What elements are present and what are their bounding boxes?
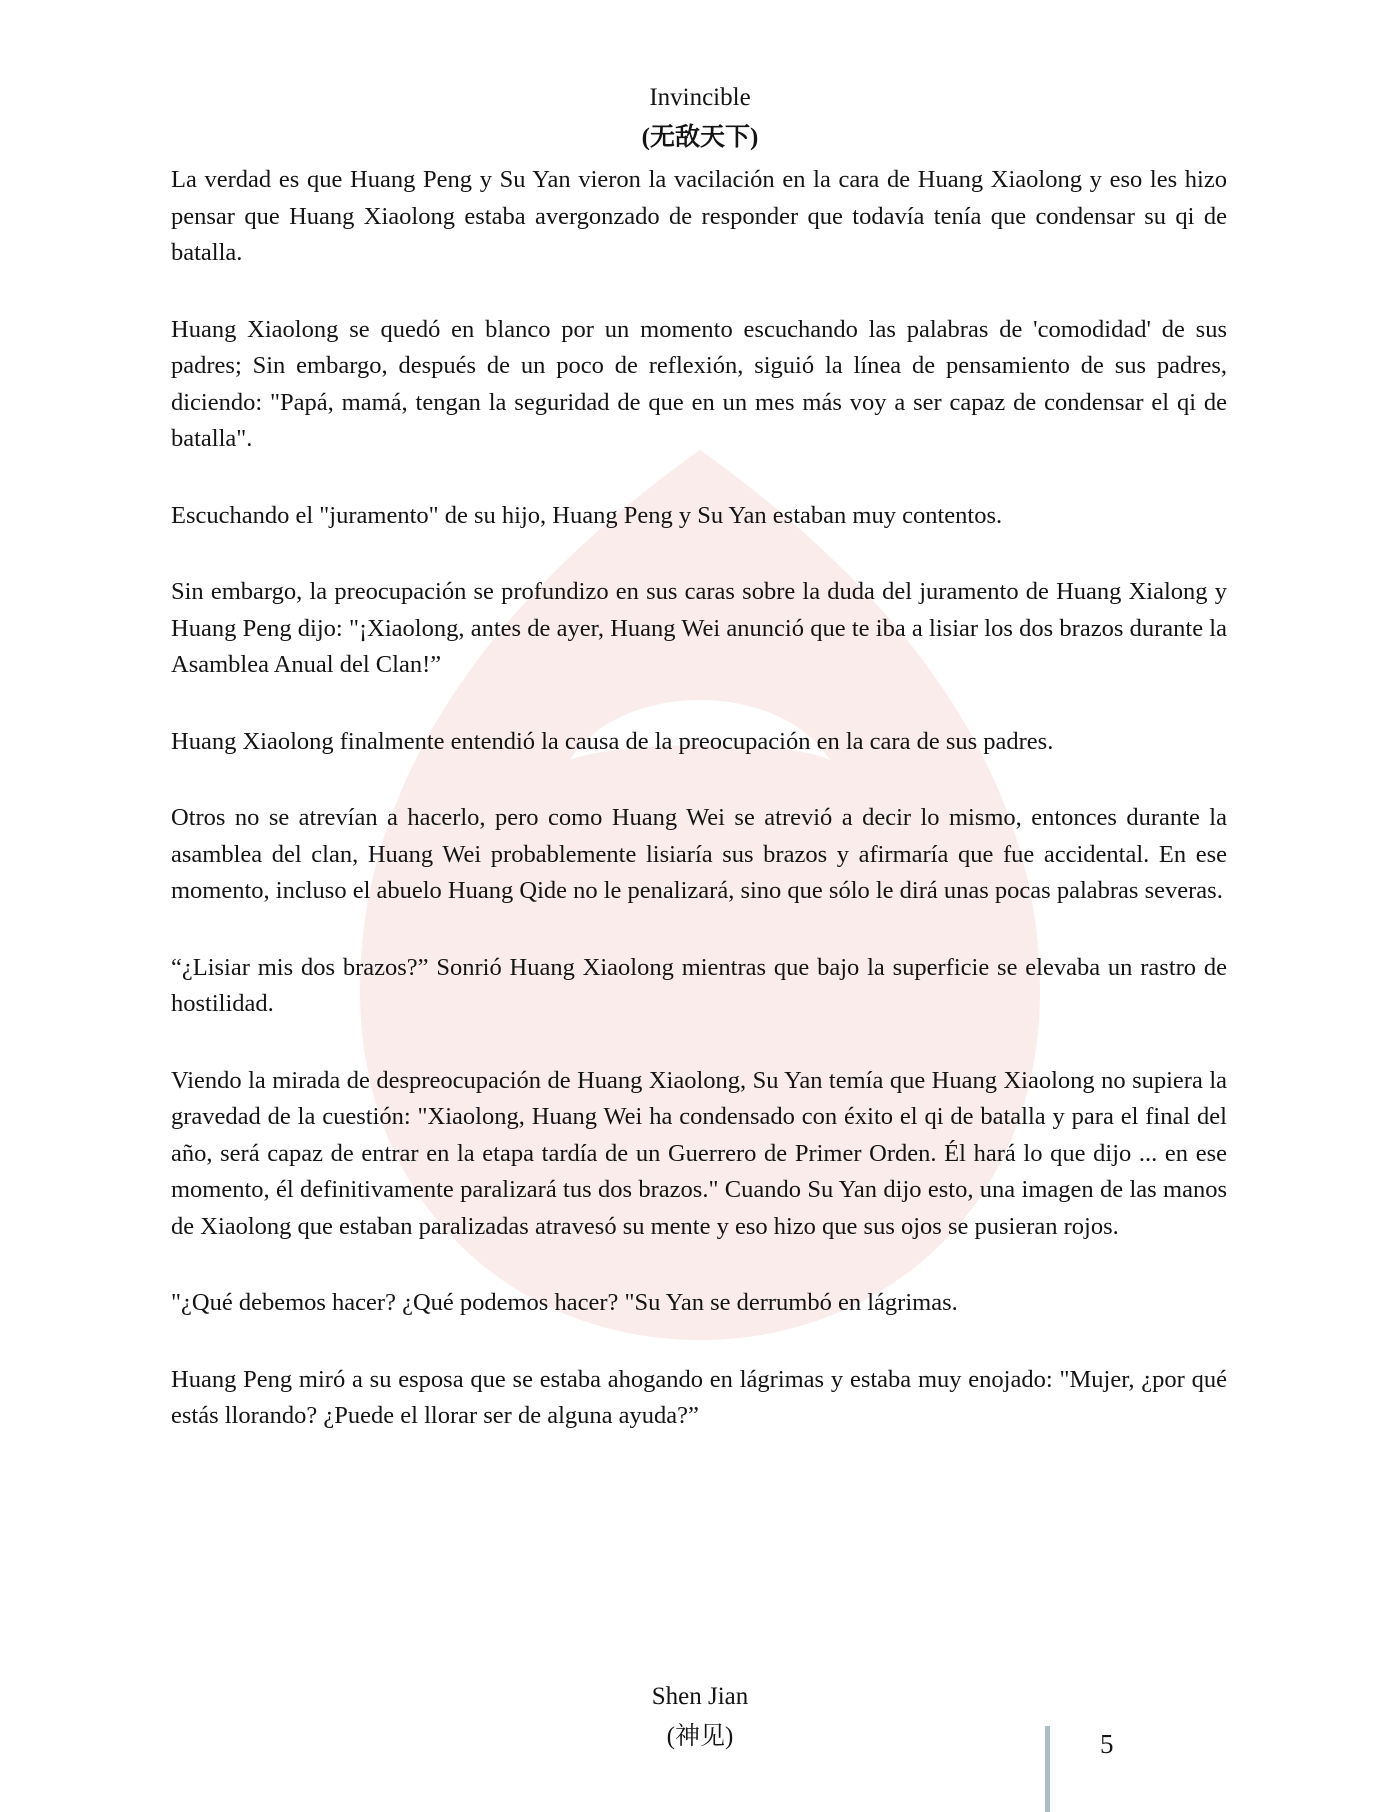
book-title-chinese: (无敌天下) — [641, 124, 759, 151]
paragraph: "¿Qué debemos hacer? ¿Qué podemos hacer? "Su Yan se derrumbó en lágrimas. — [171, 1289, 958, 1316]
page-header — [0, 78, 1400, 158]
footer-divider — [1045, 1726, 1050, 1812]
book-title: Invincible — [649, 84, 751, 111]
chapter-body — [171, 162, 1227, 1475]
paragraph: Huang Xiaolong se quedó en blanco por un momento escuchando las palabras de 'comodidad' de sus padres; Sin embargo, después de un poco de reflexión, siguió la línea de pensamiento de sus padres, diciendo: "Papá, mamá, tengan la seguridad de que en un mes más voy a ser capaz de condensar el qi de batalla". — [171, 315, 1227, 452]
paragraph: Viendo la mirada de despreocupación de Huang Xiaolong, Su Yan temía que Huang Xiaolong no supiera la gravedad de la cuestión: "Xiaolong, Huang Wei ha condensado con éxito el qi de batalla y para el final del año, será capaz de entrar en la etapa tardía de un Guerrero de Primer Orden. Él hará lo que dijo ... en ese momento, él definitivamente paralizará tus dos brazos." Cuando Su Yan dijo esto, una imagen de las manos de Xiaolong que estaban paralizadas atravesó su mente y eso hizo que sus ojos se pusieran rojos. — [171, 1066, 1227, 1240]
author-name: Shen Jian — [651, 1683, 749, 1710]
paragraph: Otros no se atrevían a hacerlo, pero como Huang Wei se atrevió a decir lo mismo, entonces durante la asamblea del clan, Huang Wei probablemente lisiaría sus brazos y afirmaría que fue accidental. En ese momento, incluso el abuelo Huang Qide no le penalizará, sino que sólo le dirá unas pocas palabras severas. — [171, 804, 1227, 904]
paragraph: Escuchando el "juramento" de su hijo, Huang Peng y Su Yan estaban muy contentos. — [171, 501, 1003, 529]
paragraph: Sin embargo, la preocupación se profundizo en sus caras sobre la duda del juramento de Huang Xialong y Huang Peng dijo: "¡Xiaolong, antes de ayer, Huang Wei anunció que te iba a lisiar los dos brazos durante la Asamblea Anual del Clan!” — [171, 578, 1227, 678]
paragraph: Huang Xiaolong finalmente entendió la causa de la preocupación en la cara de sus padres. — [171, 727, 1054, 755]
page-footer — [0, 1677, 1400, 1757]
author-name-chinese: (神见) — [666, 1723, 734, 1750]
page-number: 5 — [1100, 1729, 1114, 1759]
paragraph: “¿Lisiar mis dos brazos?” Sonrió Huang Xiaolong mientras que bajo la superficie se elevaba un rastro de hostilidad. — [171, 953, 1227, 1017]
paragraph: Huang Peng miró a su esposa que se estaba ahogando en lágrimas y estaba muy enojado: "Mujer, ¿por qué estás llorando? ¿Puede el llorar ser de alguna ayuda?” — [171, 1365, 1227, 1429]
paragraph: La verdad es que Huang Peng y Su Yan vieron la vacilación en la cara de Huang Xiaolong y eso les hizo pensar que Huang Xiaolong estaba avergonzado de responder que todavía tenía que condensar su qi de batalla. — [171, 166, 1227, 266]
